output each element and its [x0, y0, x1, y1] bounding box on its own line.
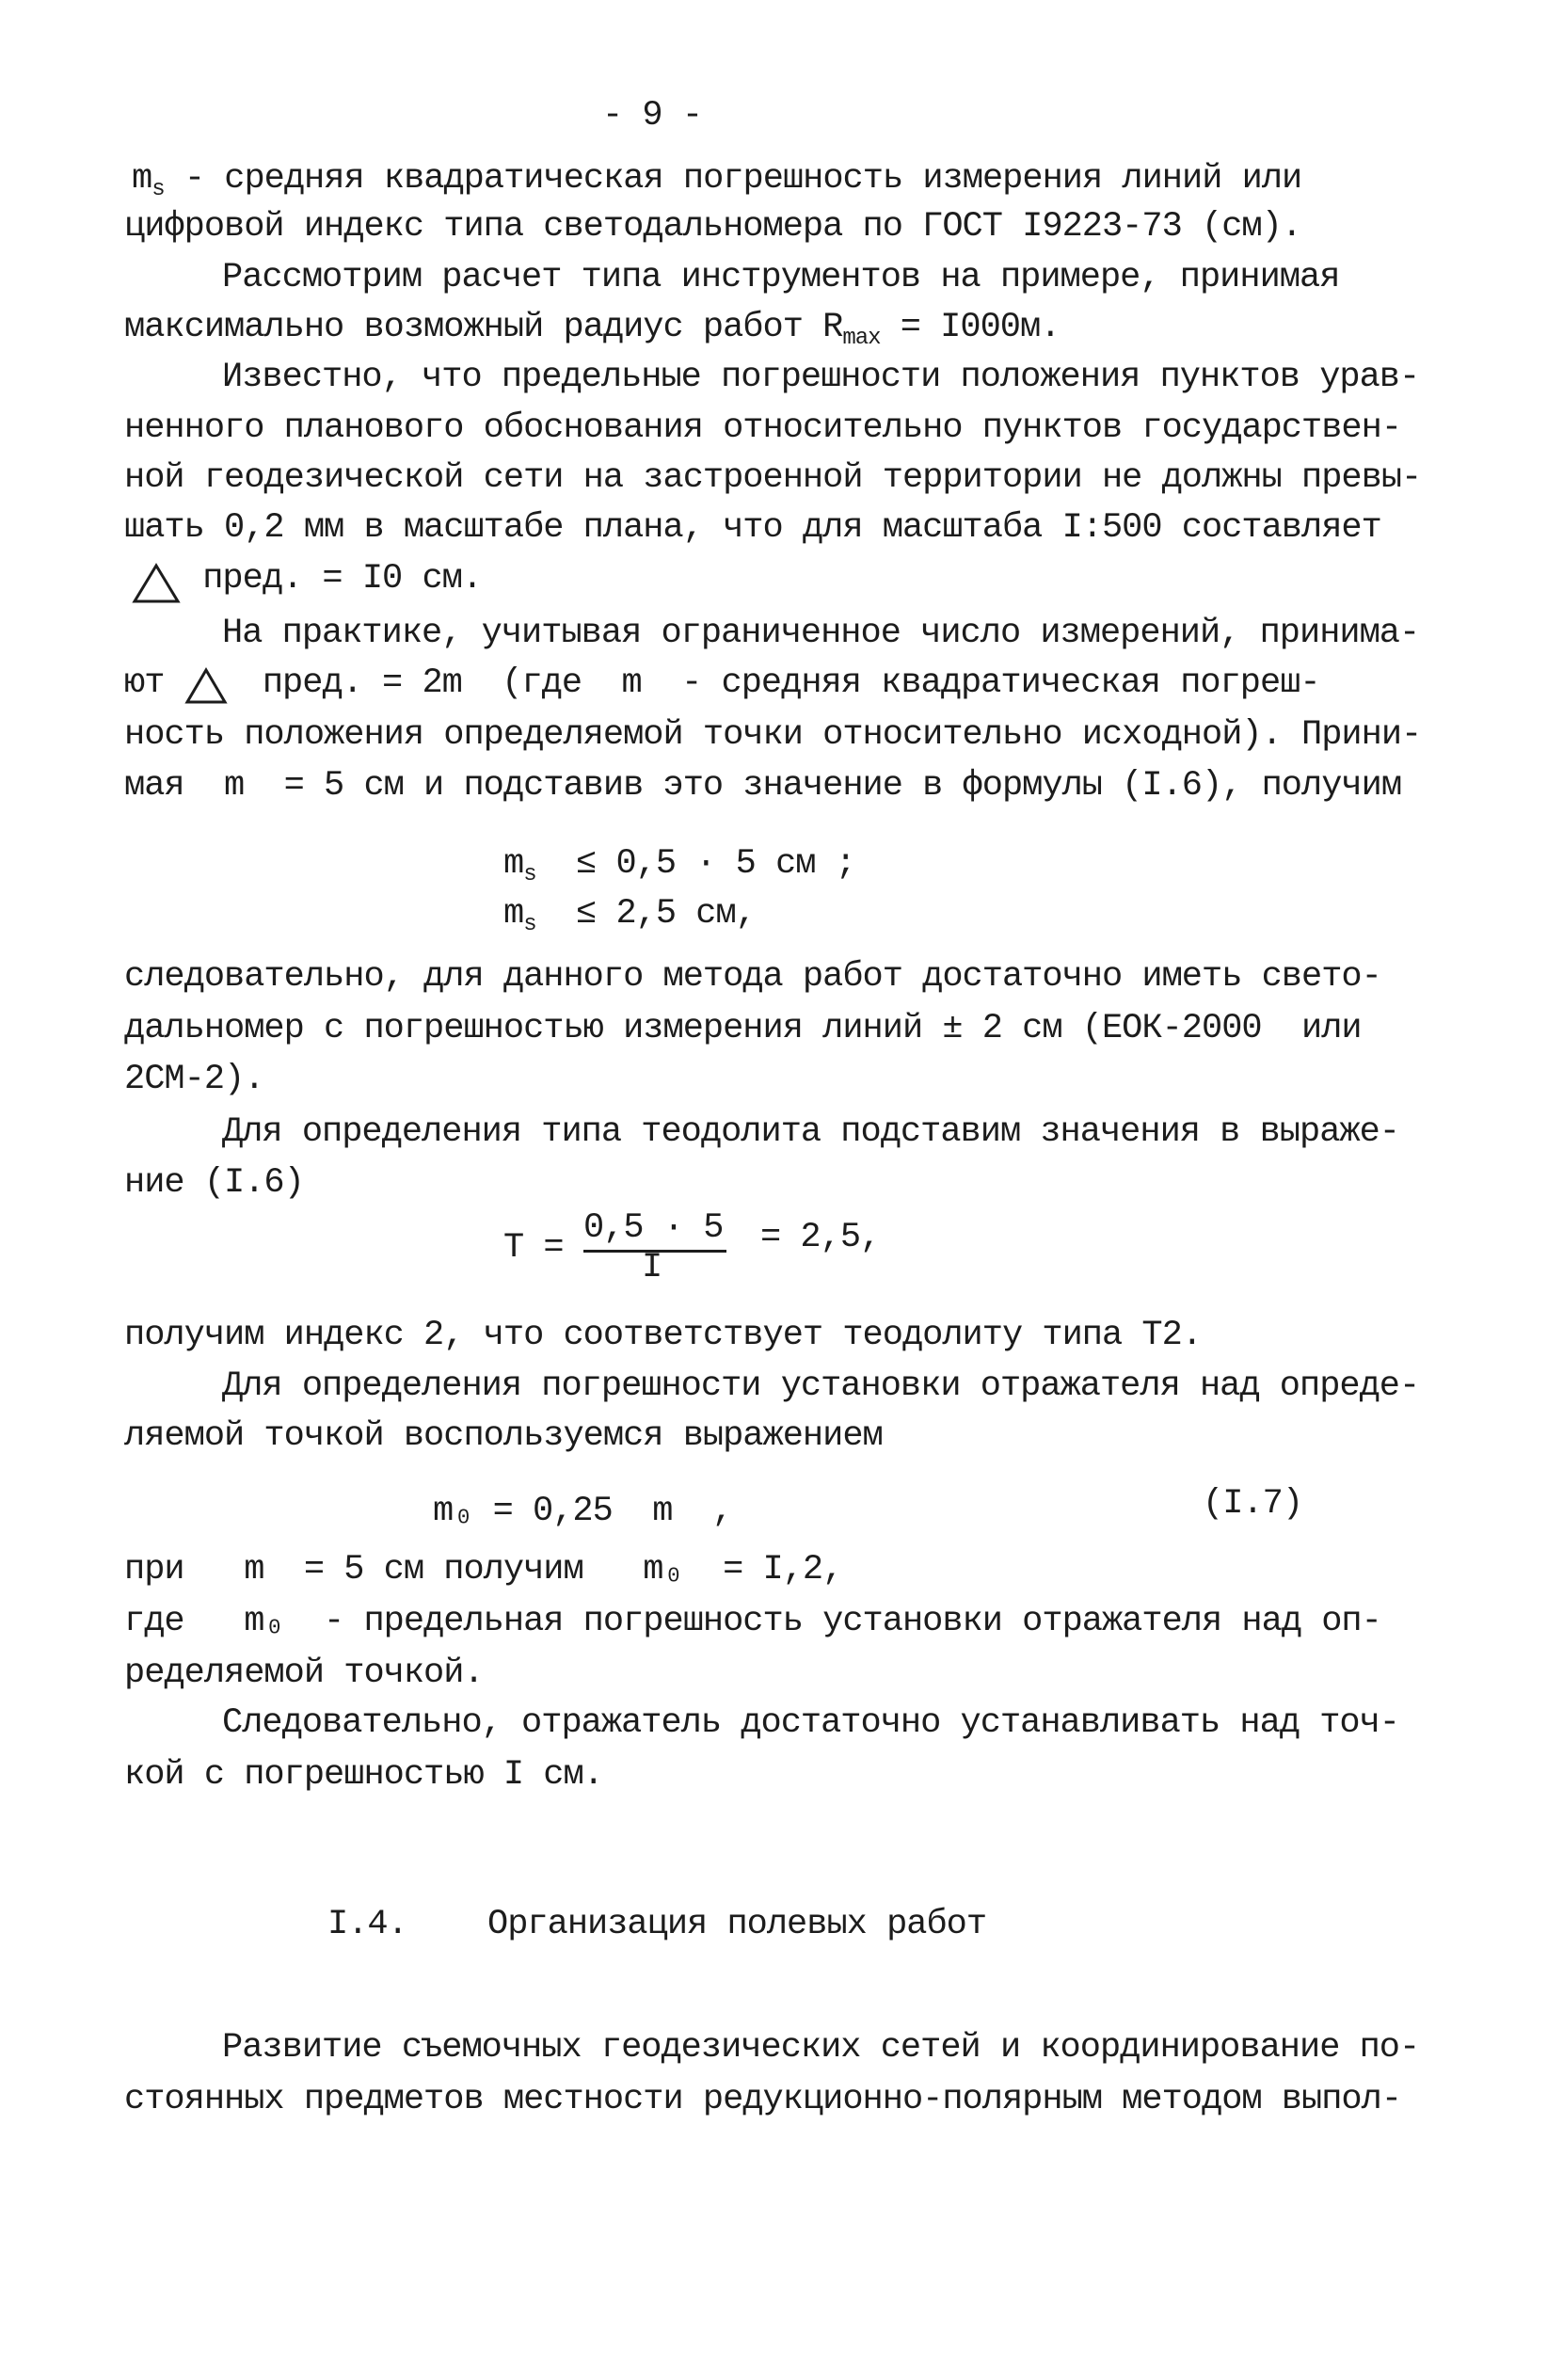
text-line [124, 306, 1060, 353]
formula-text: ≤ 0,5 · 5 см ; [535, 844, 855, 884]
formula-lhs: T = [503, 1228, 564, 1268]
text-line: следовательно, для данного метода работ достаточно иметь свето- [124, 957, 1381, 997]
var-m: m [503, 844, 524, 884]
page-number: - 9 - [602, 96, 703, 136]
text-line: ной геодезической сети на застроенной территории не должны превы- [124, 458, 1422, 498]
formula-line [503, 892, 756, 939]
section-title: Организация полевых работ [487, 1905, 987, 1944]
formula-line [503, 842, 855, 889]
text-line: На практике, учитывая ограниченное число измерений, принима- [222, 614, 1420, 653]
section-number: I.4. [327, 1905, 407, 1944]
text-line: ляемой точкой воспользуемся выражением [124, 1416, 883, 1456]
text-line: Для определения типа теодолита подставим значения в выраже- [222, 1112, 1400, 1152]
text-line [132, 557, 482, 600]
formula-text: ≤ 2,5 см, [535, 894, 756, 934]
text-line: 2СМ-2). [124, 1060, 264, 1099]
text-line: Следовательно, отражатель достаточно устанавливать над точ- [222, 1703, 1400, 1743]
text-line: ненного планового обоснования относительно пунктов государствен- [124, 408, 1402, 448]
text-line: цифровой индекс типа светодальномера по ГОСТ I9223-73 (см). [124, 207, 1302, 247]
var-m: m [503, 894, 524, 934]
text-line: Развитие съемочных геодезических сетей и координирование по- [222, 2028, 1420, 2068]
subscript: s [152, 177, 165, 202]
text-line: стоянных предметов местности редукционно-полярным методом выпол- [124, 2080, 1402, 2119]
text-line: ность положения определяемой точки относительно исходной). Прини- [124, 715, 1422, 755]
text-line: мая m = 5 см и подставив это значение в формулы (I.6), получим [124, 766, 1402, 806]
fraction-numerator: 0,5 · 5 [583, 1208, 724, 1248]
formula-line: m₀ = 0,25 m , [433, 1492, 733, 1531]
text-line: при m = 5 см получим m₀ = I,2, [124, 1550, 843, 1589]
text-line: Для определения погрешности установки отражателя над опреде- [222, 1366, 1420, 1406]
line-text: максимально возможный радиус работ R [124, 308, 843, 347]
line-text: пред. = I0 см. [183, 559, 483, 599]
fraction-denominator: I [642, 1248, 662, 1287]
var-m: m [132, 159, 152, 199]
text-line: шать 0,2 мм в масштабе плана, что для масштаба I:500 составляет [124, 508, 1381, 548]
text-line: ние (I.6) [124, 1163, 304, 1203]
subscript: s [523, 862, 536, 887]
text-line: получим индекс 2, что соответствует теодолиту типа Т2. [124, 1316, 1202, 1355]
text-line: ределяемой точкой. [124, 1653, 484, 1693]
text-line: где m₀ - предельная погрешность установки отражателя над оп- [124, 1602, 1381, 1641]
text-line: Известно, что предельные погрешности положения пунктов урав- [222, 358, 1420, 397]
text-line: дальномер с погрешностью измерения линий ± 2 см (ЕОК-2000 или [124, 1009, 1362, 1048]
equation-number: (I.7) [1203, 1484, 1303, 1524]
text-line [124, 662, 1320, 705]
line-text: пред. = 2m (где m - средняя квадратическая погреш- [242, 663, 1320, 703]
subscript: max [842, 326, 881, 351]
text-line [132, 157, 1301, 204]
text-line: Рассмотрим расчет типа инструментов на примере, принимая [222, 258, 1340, 297]
line-text: = I000м. [880, 308, 1061, 347]
formula-rhs: = 2,5, [760, 1218, 881, 1257]
subscript: s [523, 912, 536, 937]
text-line: кой с погрешностью I см. [124, 1755, 603, 1795]
line-text: - средняя квадратическая погрешность измерения линий или [164, 159, 1302, 199]
line-text: ют [124, 663, 184, 703]
